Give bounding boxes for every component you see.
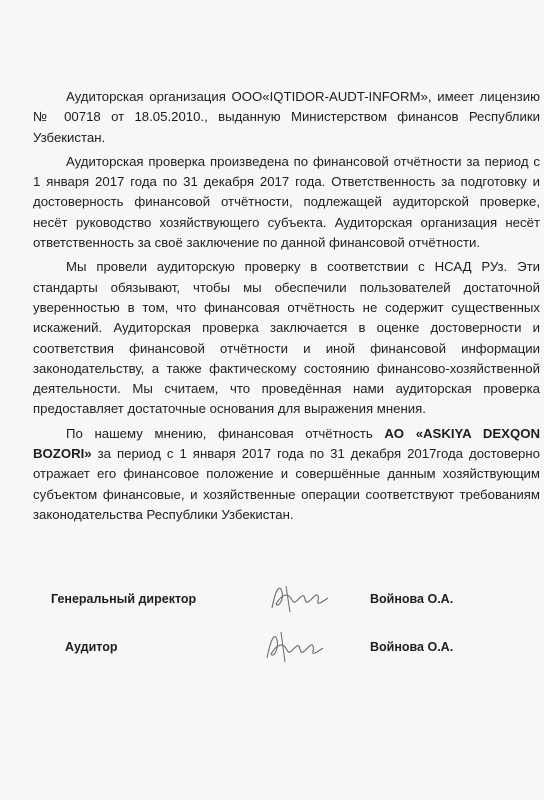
paragraph-standards (33, 257, 540, 419)
paragraph-text: По нашему мнению, финансовая отчётность (66, 425, 385, 441)
paragraph-text: Аудиторская организация ООО«IQTIDOR-AUDT-INFORM», имеет лицензию № 00718 от 18.05.2010., выданную Министерством финансов Республики Узбекистан. (33, 89, 540, 145)
signer-name: Войнова О.А. (370, 592, 454, 606)
handwritten-signature (262, 578, 334, 618)
company-name: АО «ASKIYA DEXQON BOZORI» (33, 425, 540, 462)
paragraph-text: за период с 1 января 2017 года по 31 декабря 2017года достоверно отражает его финансовое положение и совершённые данным хозяйствующим субъектом финансовые, и хозяйственные операции соответствуют требованиям законодательства Республики Узбекистан. (33, 446, 540, 522)
signer-role: Генеральный директор (51, 592, 197, 606)
handwritten-signature (255, 626, 327, 666)
signer-role: Аудитор (65, 640, 118, 654)
paragraph-text: Мы провели аудиторскую проверку в соответствии с НСАД РУз. Эти стандарты обязывают, чтобы мы обеспечили пользователей достаточной уверенностью в том, что финансовая отчётность не содержит существенных искажений. Аудиторская проверка заключается в оценке достоверности и соответствия финансовой отчётности и иной финансовой информации законодательству, а также фактическому состоянию финансово-хозяйственной деятельности. Мы считаем, что проведённая нами аудиторская проверка предоставляет достаточные основания для выражения мнения. (33, 259, 540, 417)
signer-name: Войнова О.А. (370, 640, 454, 654)
paragraph-text: Аудиторская проверка произведена по финансовой отчётности за период с 1 января 2017 года по 31 декабря 2017 года. Ответственность за подготовку и достоверность финансовой отчётности, подлежащей аудиторской проверке, несёт руководство хозяйствующего субъекта. Аудиторская организация несёт ответственность за своё заключение по данной финансовой отчётности. (33, 153, 540, 251)
paragraph-opinion (33, 424, 540, 525)
document-body (33, 87, 540, 525)
paragraph-license (33, 87, 540, 148)
paragraph-scope (33, 152, 540, 253)
signature-row-auditor (0, 640, 544, 680)
